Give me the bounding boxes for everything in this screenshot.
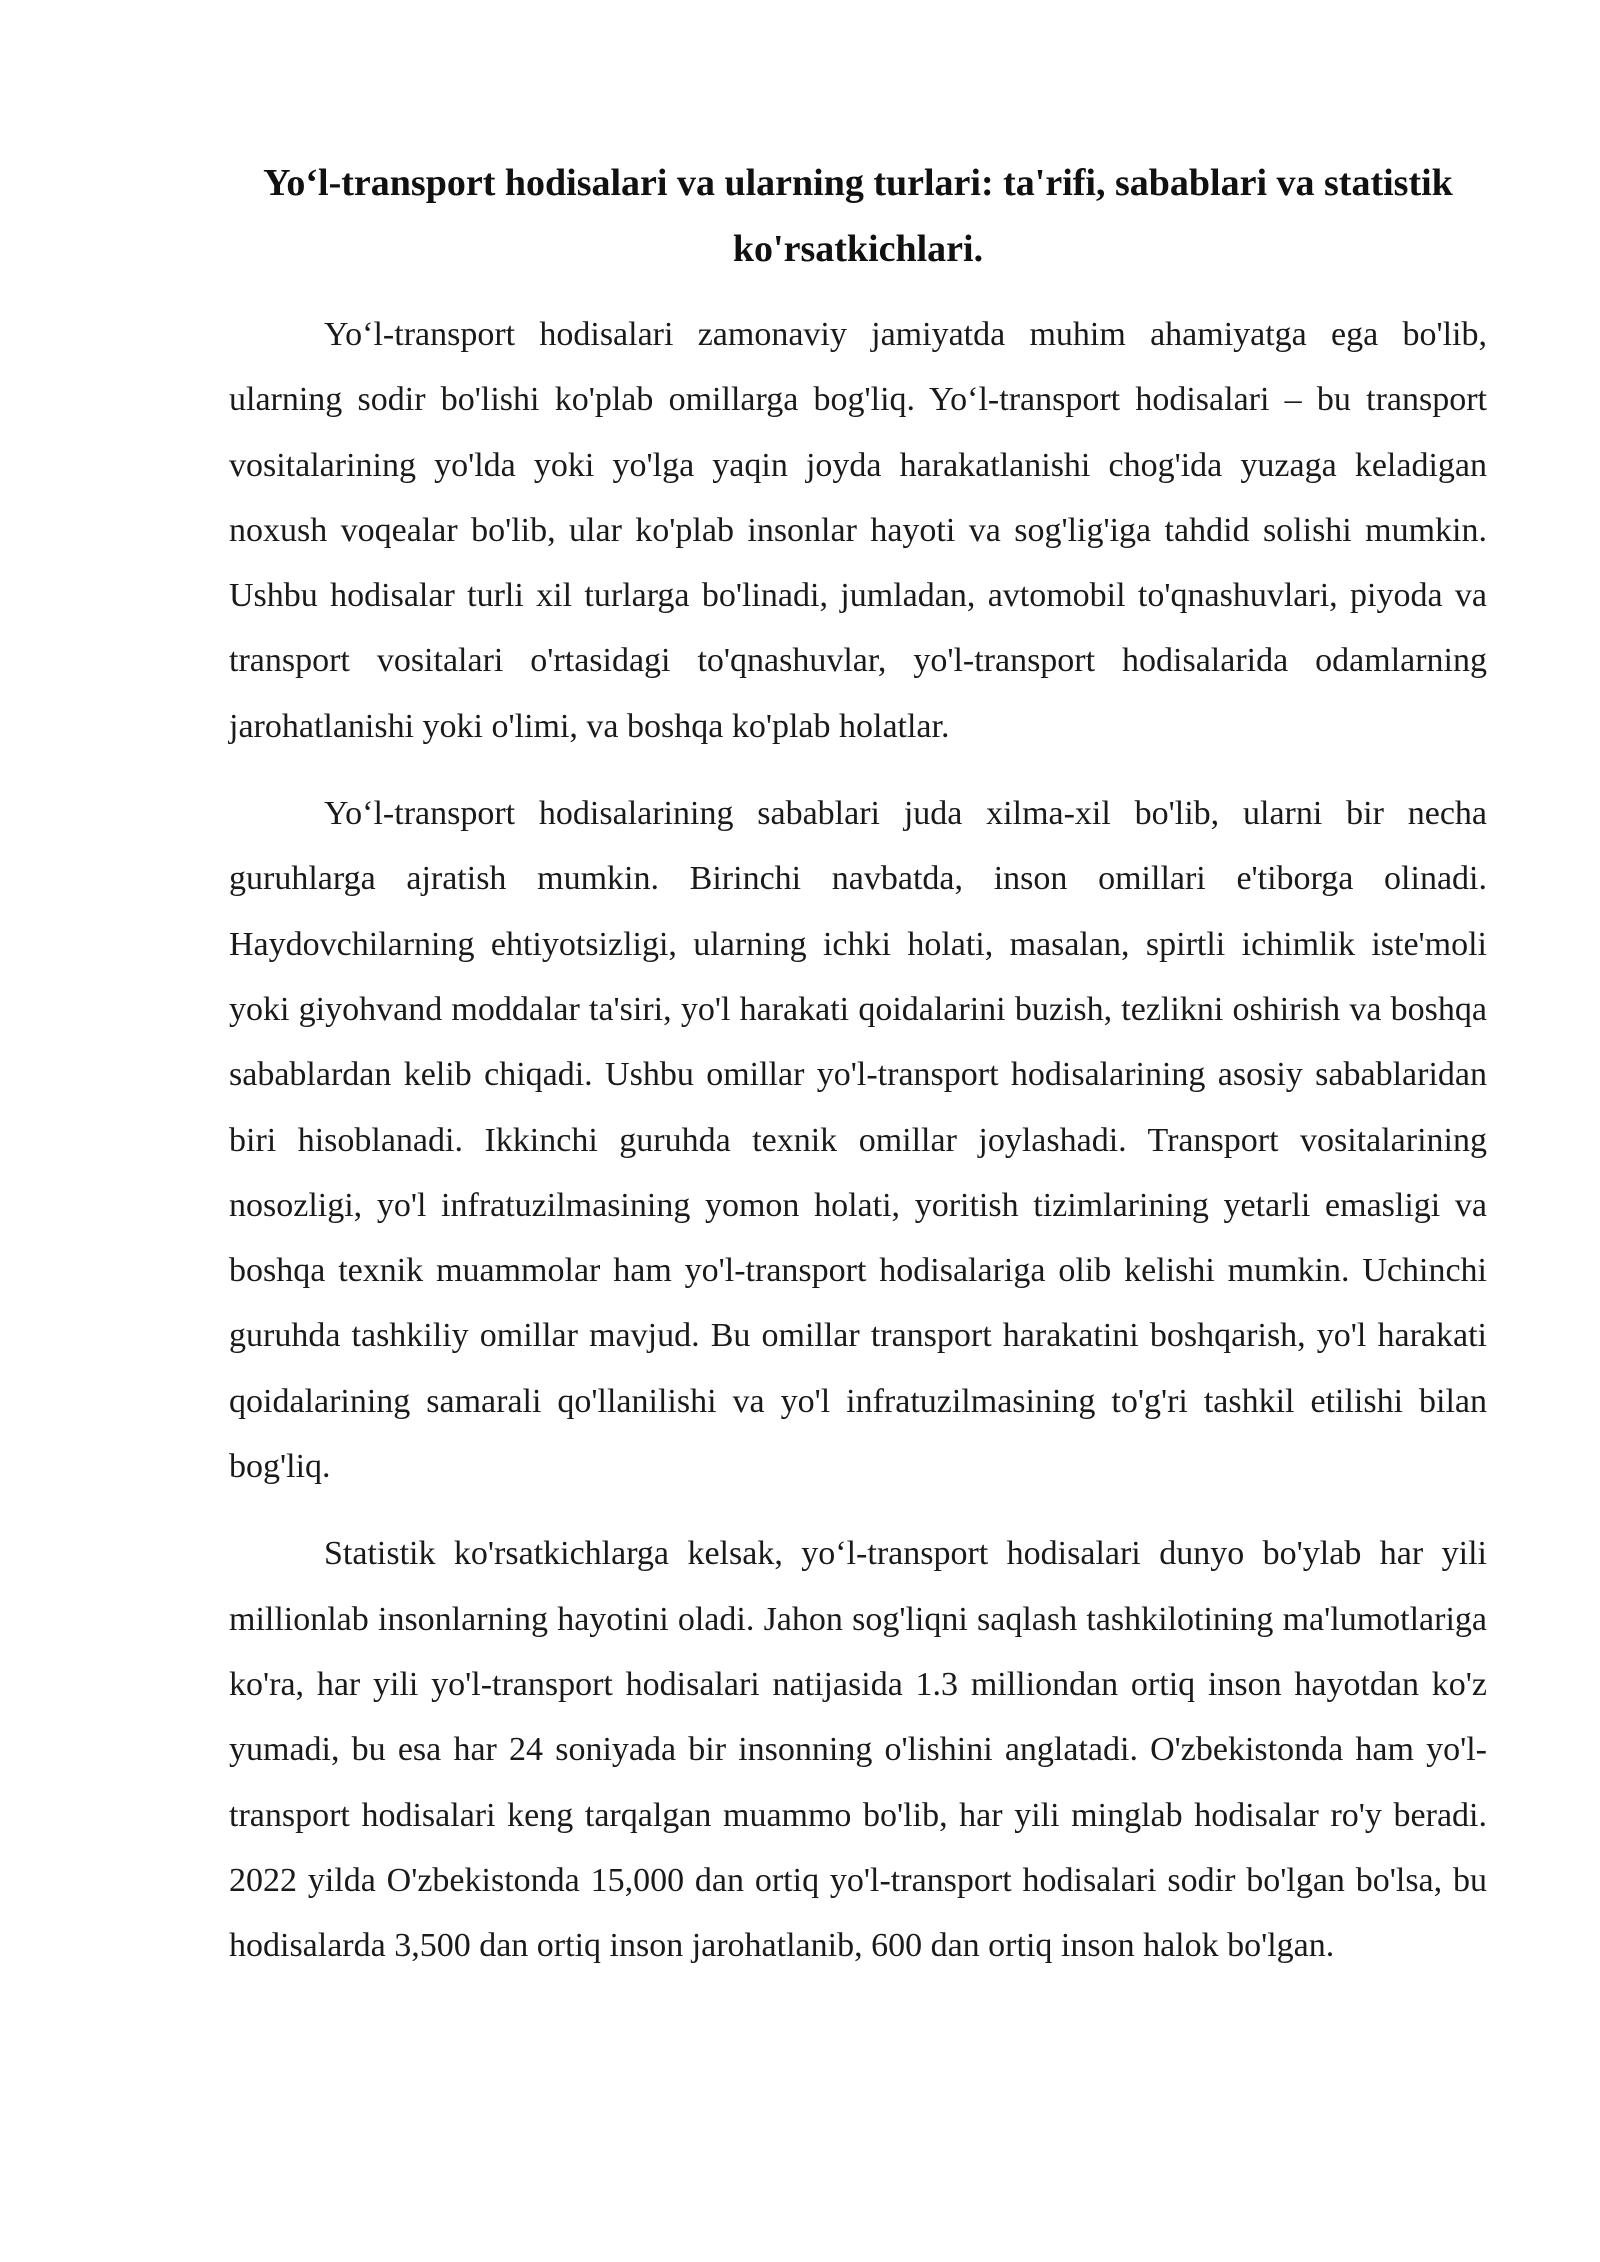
document-title: Yo‘l-transport hodisalari va ularning turlari: ta'rifi, sabablari va statistik ko'rsatkichlari. <box>263 162 1453 270</box>
paragraph-definition: Yo‘l-transport hodisalari zamonaviy jamiyatda muhim ahamiyatga ega bo'lib, ularning sodir bo'lishi ko'plab omillarga bog'liq. Yo‘l-transport hodisalari – bu transport vositalarining yo'lda yoki yo'lga yaqin joyda harakatlanishi chog'ida yuzaga keladigan noxush voqealar bo'lib, ular ko'plab insonlar hayoti va sog'lig'iga tahdid solishi mumkin. Ushbu hodisalar turli xil turlarga bo'linadi, jumladan, avtomobil to'qnashuvlari, piyoda va transport vositalari o'rtasidagi to'qnashuvlar, yo'l-transport hodisalarida odamlarning jarohatlanishi yoki o'limi, va boshqa ko'plab holatlar. <box>229 316 1487 745</box>
document-body <box>229 150 1487 2000</box>
paragraph-statistics: Statistik ko'rsatkichlarga kelsak, yo‘l-transport hodisalari dunyo bo'ylab har yili millionlab insonlarning hayotini oladi. Jahon sog'liqni saqlash tashkilotining ma'lumotlariga ko'ra, har yili yo'l-transport hodisalari natijasida 1.3 milliondan ortiq inson hayotdan ko'z yumadi, bu esa har 24 soniyada bir insonning o'lishini anglatadi. O'zbekistonda ham yo'l-transport hodisalari keng tarqalgan muammo bo'lib, har yili minglab hodisalar ro'y beradi. 2022 yilda O'zbekistonda 15,000 dan ortiq yo'l-transport hodisalari sodir bo'lgan bo'lsa, bu hodisalarda 3,500 dan ortiq inson jarohatlanib, 600 dan ortiq inson halok bo'lgan. <box>229 1535 1487 1965</box>
paragraph-causes: Yo‘l-transport hodisalarining sabablari juda xilma-xil bo'lib, ularni bir necha guruhlarga ajratish mumkin. Birinchi navbatda, inson omillari e'tiborga olinadi. Haydovchilarning ehtiyotsizligi, ularning ichki holati, masalan, spirtli ichimlik iste'moli yoki giyohvand moddalar ta'siri, yo'l harakati qoidalarini buzish, tezlikni oshirish va boshqa sabablardan kelib chiqadi. Ushbu omillar yo'l-transport hodisalarining asosiy sabablaridan biri hisoblanadi. Ikkinchi guruhda texnik omillar joylashadi. Transport vositalarining nosozligi, yo'l infratuzilmasining yomon holati, yoritish tizimlarining yetarli emasligi va boshqa texnik muammolar ham yo'l-transport hodisalariga olib kelishi mumkin. Uchinchi guruhda tashkiliy omillar mavjud. Bu omillar transport harakatini boshqarish, yo'l harakati qoidalarining samarali qo'llanilishi va yo'l infratuzilmasining to'g'ri tashkil etilishi bilan bog'liq. <box>229 795 1487 1486</box>
